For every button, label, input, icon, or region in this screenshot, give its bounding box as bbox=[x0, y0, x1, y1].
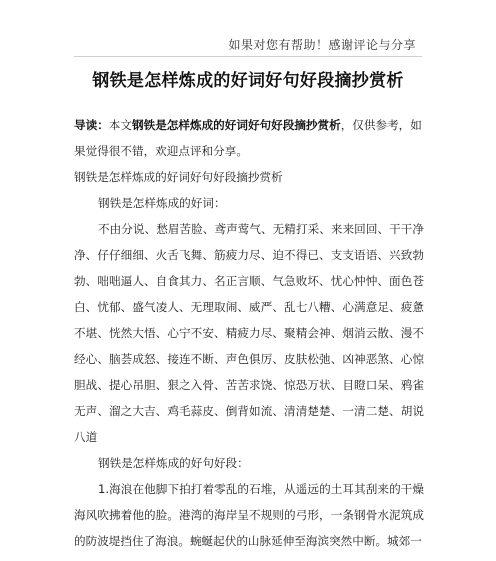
section-words-text: 不由分说、愁眉苦脸、鸢声莺气、无精打采、来来回回、干干净净、仔仔细细、火舌飞舞、筋疲力尽、迫不得已、支支语语、兴致勃勃、咄咄逼人、自食其力、名正言顺、气急败坏、忧心忡忡、面色苍白、忧郁、盛气凌人、无理取闹、威严、乱七八糟、心满意足、疲惫不堪、恍然大悟、心宁不安、精疲力尽、聚精会神、烟消云散、漫不经心、脑荟成怒、接连不断、声色俱厉、皮肤松弛、凶神恶煞、心惊胆战、提心吊胆、狠之入骨、苦苦求饶、惊恐万状、目瞪口呆、鸦雀无声、溜之大吉、鸡毛蒜皮、倒背如流、清清楚楚、一清二楚、胡说八道 bbox=[74, 222, 424, 444]
intro-lead-rest: ，仅供参考，如果觉得很不错，欢迎点评和分享。 bbox=[74, 118, 422, 158]
header-note: 如果对您有帮助！感谢评论与分享 bbox=[228, 38, 416, 52]
intro-paragraph bbox=[74, 112, 424, 164]
page-title: 钢铁是怎样炼成的好词好句好段摘抄赏析 bbox=[92, 71, 404, 91]
intro-lead-prefix: 本文 bbox=[108, 118, 132, 132]
intro-lead-label: 导读： bbox=[74, 118, 109, 132]
header-divider bbox=[74, 56, 422, 57]
subheading: 钢铁是怎样炼成的好词好句好段摘抄赏析 bbox=[74, 170, 283, 184]
intro-lead-title: 钢铁是怎样炼成的好词好句好段摘抄赏析 bbox=[132, 118, 341, 132]
section-sentences-heading: 钢铁是怎样炼成的好句好段： bbox=[98, 456, 249, 470]
section-sentences-text: 1.海浪在他脚下拍打着零乱的石堆，从遥远的土耳其刮来的干燥海风吹拂着他的脸。港湾的海岸呈不规则的弓形，一条钢骨水泥筑成的防波堤挡住了海浪。蜿蜒起伏的山脉延伸至海滨突然中断。城郊一 bbox=[74, 482, 424, 548]
section-words-heading: 钢铁是怎样炼成的好词： bbox=[98, 196, 226, 210]
